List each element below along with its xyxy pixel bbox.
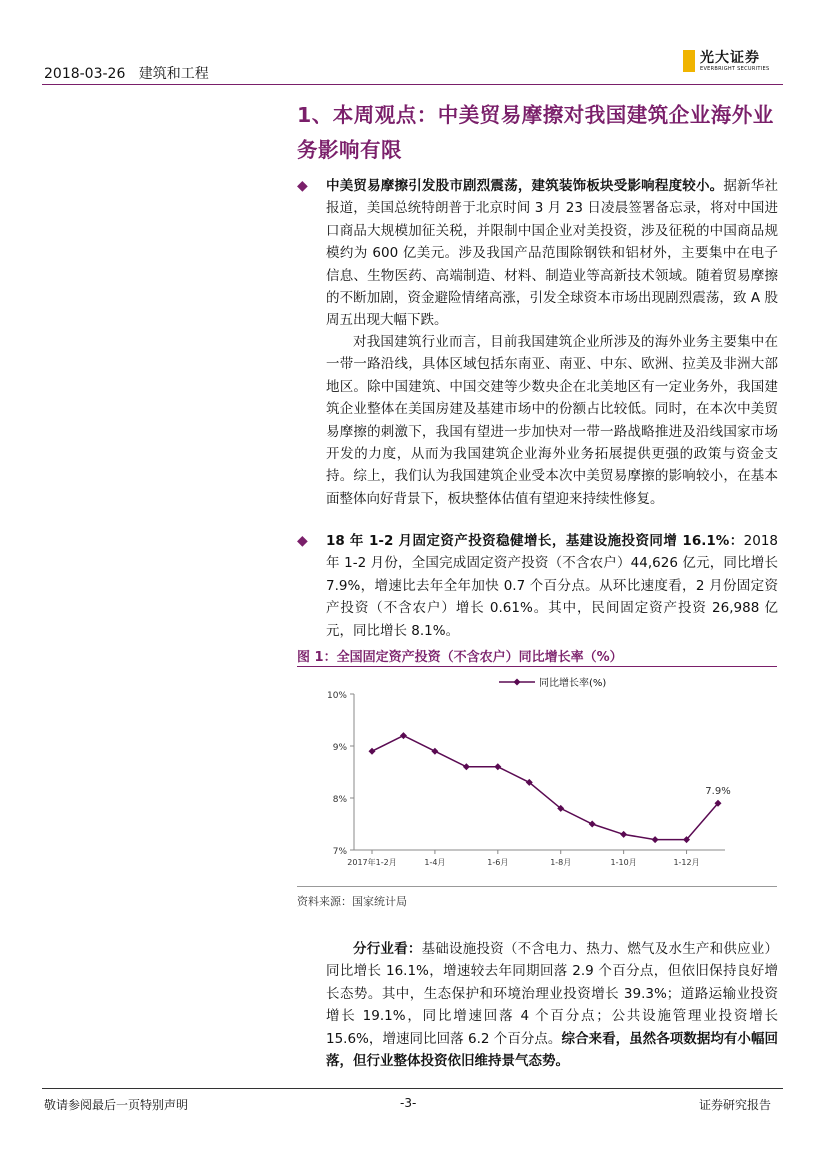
x-tick-label: 1-6月 — [487, 858, 509, 867]
x-tick-label: 2017年1-2月 — [347, 858, 397, 867]
x-tick-label: 1-8月 — [550, 858, 572, 867]
data-point — [369, 748, 376, 755]
paragraph-3-body: 2018 年 1-2 月份，全国完成固定资产投资（不含农户）44,626 亿元，同比增长 7.9%，增速比去年全年加快 0.7 个百分点。从环比速度看，2 月份固定资产投资（不含农户）增长 0.61%。其中，民间固定资产投资 26,988 亿元，同比增长 8.1%。 — [326, 533, 778, 639]
paragraph-1-body: 据新华社报道，美国总统特朗普于北京时间 3 月 23 日凌晨签署备忘录，将对中国进口商品大规模加征关税，并限制中国企业对美投资，涉及征税的中国商品规模约为 600 亿美元。涉及我国产品范围除钢铁和铝材外，主要集中在电子信息、生物医药、高端制造、材料、制造业等高新技术领域。随着贸易摩擦的不断加剧，资金避险情绪高涨，引发全球资本市场出现剧烈震荡，致 A 股周五出现大幅下跌。 — [326, 178, 778, 329]
series-line — [372, 736, 718, 840]
x-tick-label: 1-4月 — [424, 858, 446, 867]
paragraph-4 — [326, 938, 778, 1072]
data-point — [494, 763, 501, 770]
bullet-icon: ◆ — [297, 533, 308, 549]
data-point — [400, 732, 407, 739]
paragraph-4-tail: 综合来看，虽然各项数据均有小幅回落，但行业整体投资依旧维持景气态势。 — [326, 1030, 778, 1070]
sector-name: 建筑和工程 — [138, 66, 209, 82]
data-point — [431, 748, 438, 755]
company-logo — [683, 50, 769, 72]
logo-name-en: EVERBRIGHT SECURITIES — [700, 65, 770, 72]
header-divider — [42, 84, 783, 85]
page-number: -3- — [400, 1096, 417, 1110]
logo-name-cn: 光大证券 — [700, 49, 760, 66]
paragraph-3 — [326, 530, 778, 642]
legend-label: 同比增长率(%) — [539, 678, 607, 689]
paragraph-4-lead: 分行业看： — [353, 941, 422, 957]
x-tick-label: 1-12月 — [673, 858, 700, 867]
data-label: 7.9% — [705, 786, 731, 798]
paragraph-1 — [326, 175, 778, 332]
section-title: 1、本周观点：中美贸易摩擦对我国建筑企业海外业务影响有限 — [297, 103, 774, 162]
paragraph-3-lead: 18 年 1-2 月固定资产投资稳健增长，基建设施投资同增 16.1%： — [326, 533, 744, 549]
paragraph-4-body: 基础设施投资（不含电力、热力、燃气及水生产和供应业）同比增长 16.1%，增速较去年同期回落 2.9 个百分点，但依旧保持良好增长态势。其中，生态保护和环境治理业投资增长 39.3%；道路运输业投资增长 19.1%，同比增速回落 4 个百分点；公共设施管理业投资增长 15.6%，增速同比回落 6.2 个百分点。 — [326, 941, 779, 1047]
figure-source: 资料来源：国家统计局 — [297, 895, 407, 908]
data-point — [463, 763, 470, 770]
paragraph-1-lead: 中美贸易摩擦引发股市剧烈震荡，建筑装饰板块受影响程度较小。 — [326, 178, 724, 194]
footer-report-type: 证券研究报告 — [699, 1098, 772, 1112]
footer-disclaimer: 敬请参阅最后一页特别声明 — [44, 1098, 189, 1112]
x-tick-label: 1-10月 — [610, 858, 637, 867]
paragraph-2: 对我国建筑行业而言，目前我国建筑企业所涉及的海外业务主要集中在一带一路沿线，具体区域包括东南亚、南亚、中东、欧洲、拉美及非洲大部地区。除中国建筑、中国交建等少数央企在北美地区有一定业务外，我国建筑企业整体在美国房建及基建市场中的份额占比较低。同时，在本次中美贸易摩擦的刺激下，我国有望进一步加快对一带一路战略推进及沿线国家市场开发的力度，从而为我国建筑企业海外业务拓展提供更强的政策与资金支持。综上，我们认为我国建筑企业受本次中美贸易摩擦的影响较小，在基本面整体向好背景下，板块整体估值有望迎来持续性修复。 — [326, 334, 778, 507]
data-point — [589, 821, 596, 828]
line-chart — [297, 668, 777, 884]
bullet-icon: ◆ — [297, 178, 308, 194]
figure-bottom-rule — [297, 886, 777, 887]
y-tick-label: 7% — [332, 847, 347, 857]
data-point — [620, 831, 627, 838]
report-date: 2018-03-26 — [44, 66, 126, 82]
figure-caption: 图 1：全国固定资产投资（不含农户）同比增长率（%） — [297, 650, 623, 665]
y-tick-label: 10% — [326, 691, 347, 701]
data-point — [652, 836, 659, 843]
footer-divider — [42, 1088, 783, 1089]
y-tick-label: 9% — [332, 743, 347, 753]
y-tick-label: 8% — [332, 795, 347, 805]
figure-top-rule — [297, 666, 777, 667]
legend-marker — [514, 679, 521, 686]
logo-mark-icon — [683, 50, 695, 72]
header-date-sector — [44, 63, 209, 83]
